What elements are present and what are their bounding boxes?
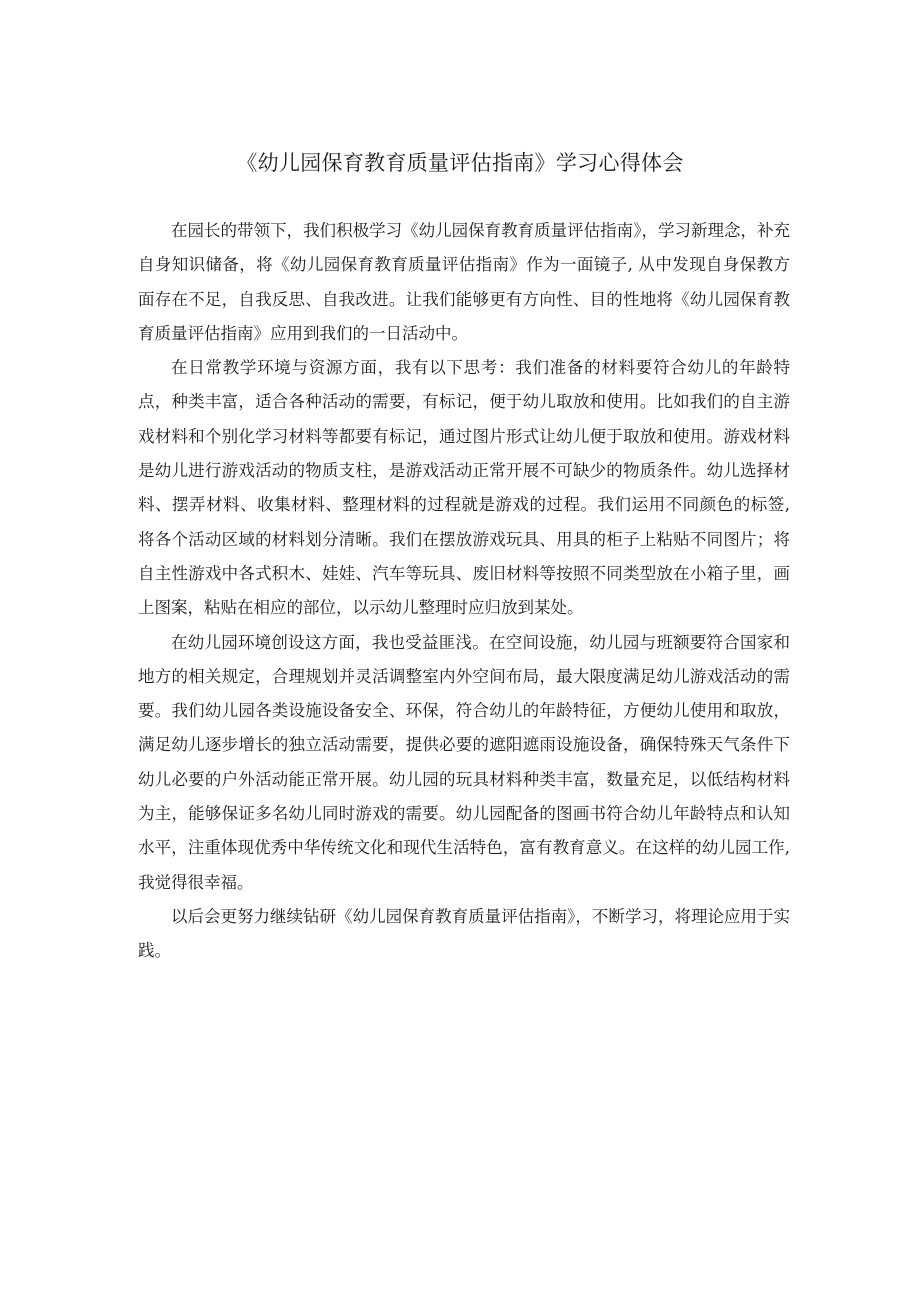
paragraph-2: 在日常教学环境与资源方面，我有以下思考：我们准备的材料要符合幼儿的年龄特点，种类丰富，适合各种活动的需要，有标记，便于幼儿取放和使用。比如我们的自主游戏材料和个别化学习材料等都要有标记，通过图片形式让幼儿便于取放和使用。游戏材料是幼儿进行游戏活动的物质支柱，是游戏活动正常开展不可缺少的物质条件。幼儿选择材料、摆弄材料、收集材料、整理材料的过程就是游戏的过程。我们运用不同颜色的标签, 将各个活动区域的材料划分清晰。我们在摆放游戏玩具、用具的柜子上粘贴不同图片；将自主性游戏中各式积木、娃娃、汽车等玩具、废旧材料等按照不同类型放在小箱子里，画上图案，粘贴在相应的部位，以示幼儿整理时应归放到某处。 — [138, 358, 790, 618]
document-title: 《幼儿园保育教育质量评估指南》学习心得体会 — [236, 151, 684, 175]
paragraph-3: 在幼儿园环境创设这方面，我也受益匪浅。在空间设施，幼儿园与班额要符合国家和地方的相关规定，合理规划并灵活调整室内外空间布局，最大限度满足幼儿游戏活动的需要。我们幼儿园各类设施设备安全、环保，符合幼儿的年龄特征，方便幼儿使用和取放，满足幼儿逐步增长的独立活动需要，提供必要的遮阳遮雨设施设备，确保特殊天气条件下幼儿必要的户外活动能正常开展。幼儿园的玩具材料种类丰富，数量充足，以低结构材料为主，能够保证多名幼儿同时游戏的需要。幼儿园配备的图画书符合幼儿年龄特点和认知水平，注重体现优秀中华传统文化和现代生活特色，富有教育意义。在这样的幼儿园工作, 我觉得很幸福。 — [138, 632, 790, 892]
paragraph-4: 以后会更努力继续钻研《幼儿园保育教育质量评估指南》，不断学习，将理论应用于实践。 — [138, 906, 790, 961]
paragraph-1: 在园长的带领下，我们积极学习《幼儿园保育教育质量评估指南》，学习新理念，补充自身知识储备，将《幼儿园保育教育质量评估指南》作为一面镜子, 从中发现自身保教方面存在不足，自我反思、自我改进。让我们能够更有方向性、目的性地将《幼儿园保育教育质量评估指南》应用到我们的一日活动中。 — [138, 221, 790, 343]
document-body — [138, 214, 790, 969]
